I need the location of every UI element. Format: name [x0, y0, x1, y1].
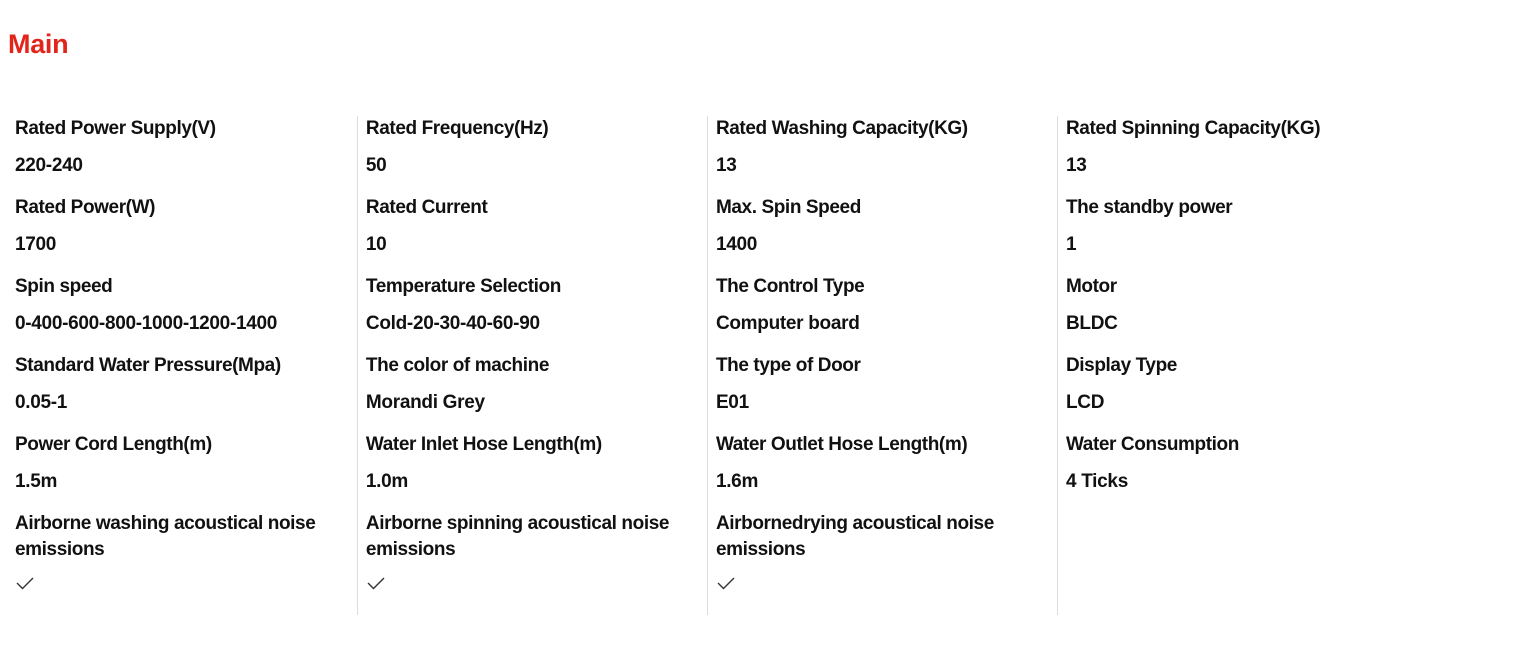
spec-item-water-inlet-hose-length: [366, 432, 695, 511]
spec-label: Water Outlet Hose Length(m): [715, 434, 968, 455]
spec-value: 4 Ticks: [1065, 471, 1128, 492]
spec-value: E01: [715, 392, 749, 413]
spec-value: 1: [1065, 234, 1077, 255]
check-icon: [366, 575, 386, 591]
spec-item-rated-frequency: [366, 116, 695, 195]
spec-label: Spin speed: [15, 276, 113, 297]
spec-item-spin-speed: [15, 274, 345, 353]
spec-item-rated-washing-capacity: [716, 116, 1045, 195]
spec-item-control-type: [716, 274, 1045, 353]
spec-value: 1.6m: [715, 471, 759, 492]
spec-item-door-type: [716, 353, 1045, 432]
spec-label: Rated Frequency(Hz): [365, 118, 549, 139]
spec-label: The type of Door: [715, 355, 861, 376]
spec-item-display-type: [1066, 353, 1395, 432]
spec-column-1: [7, 116, 357, 615]
spec-value: 1.5m: [15, 471, 58, 492]
spec-column-2: [357, 116, 707, 615]
check-icon: [716, 575, 736, 591]
spec-item-water-outlet-hose-length: [716, 432, 1045, 511]
spec-value: 1.0m: [365, 471, 409, 492]
spec-value: 10: [365, 234, 387, 255]
spec-label: Motor: [1065, 276, 1117, 297]
spec-item-standby-power: [1066, 195, 1395, 274]
spec-label: Water Consumption: [1065, 434, 1239, 455]
spec-label: Power Cord Length(m): [15, 434, 212, 455]
spec-label: Temperature Selection: [365, 276, 561, 297]
spec-label: Airborne washing acoustical noise emissions: [15, 513, 316, 560]
spec-label: Airborne spinning acoustical noise emissions: [365, 513, 670, 560]
spec-item-rated-current: [366, 195, 695, 274]
spec-item-standard-water-pressure: [15, 353, 345, 432]
spec-label: Standard Water Pressure(Mpa): [15, 355, 281, 376]
spec-value: 0.05-1: [15, 392, 68, 413]
spec-item-rated-power: [15, 195, 345, 274]
spec-label: Rated Power Supply(V): [15, 118, 216, 139]
spec-label: Airbornedrying acoustical noise emissions: [715, 513, 994, 560]
spec-label: Display Type: [1065, 355, 1177, 376]
section-title: Main: [8, 29, 69, 59]
spec-value: 50: [365, 155, 387, 176]
spec-label: Water Inlet Hose Length(m): [365, 434, 602, 455]
spec-value: 13: [715, 155, 737, 176]
spec-item-power-cord-length: [15, 432, 345, 511]
spec-item-water-consumption: [1066, 432, 1395, 511]
spec-value: 1700: [15, 234, 57, 255]
spec-item-temperature-selection: [366, 274, 695, 353]
spec-column-4: [1057, 116, 1407, 615]
spec-item-rated-spinning-capacity: [1066, 116, 1395, 195]
spec-value: Morandi Grey: [365, 392, 485, 413]
spec-label: Rated Washing Capacity(KG): [715, 118, 968, 139]
spec-item-motor: [1066, 274, 1395, 353]
spec-label: Rated Current: [365, 197, 488, 218]
spec-item-machine-color: [366, 353, 695, 432]
spec-column-3: [707, 116, 1057, 615]
spec-label: The standby power: [1065, 197, 1233, 218]
check-icon: [15, 575, 35, 591]
spec-value: 0-400-600-800-1000-1200-1400: [15, 313, 278, 334]
spec-grid: [7, 116, 1407, 615]
spec-item-washing-noise-emissions: [15, 511, 345, 591]
spec-value: 1400: [715, 234, 758, 255]
spec-value: BLDC: [1065, 313, 1118, 334]
spec-label: Max. Spin Speed: [715, 197, 861, 218]
spec-item-drying-noise-emissions: [716, 511, 1045, 591]
spec-item-spinning-noise-emissions: [366, 511, 695, 591]
spec-label: The Control Type: [715, 276, 865, 297]
spec-value: 220-240: [15, 155, 83, 176]
spec-value: 13: [1065, 155, 1087, 176]
spec-value: Computer board: [715, 313, 860, 334]
spec-item-rated-power-supply: [15, 116, 345, 195]
spec-value: Cold-20-30-40-60-90: [365, 313, 540, 334]
spec-value: LCD: [1065, 392, 1105, 413]
spec-label: Rated Spinning Capacity(KG): [1065, 118, 1321, 139]
spec-item-max-spin-speed: [716, 195, 1045, 274]
spec-label: Rated Power(W): [15, 197, 156, 218]
spec-label: The color of machine: [365, 355, 549, 376]
